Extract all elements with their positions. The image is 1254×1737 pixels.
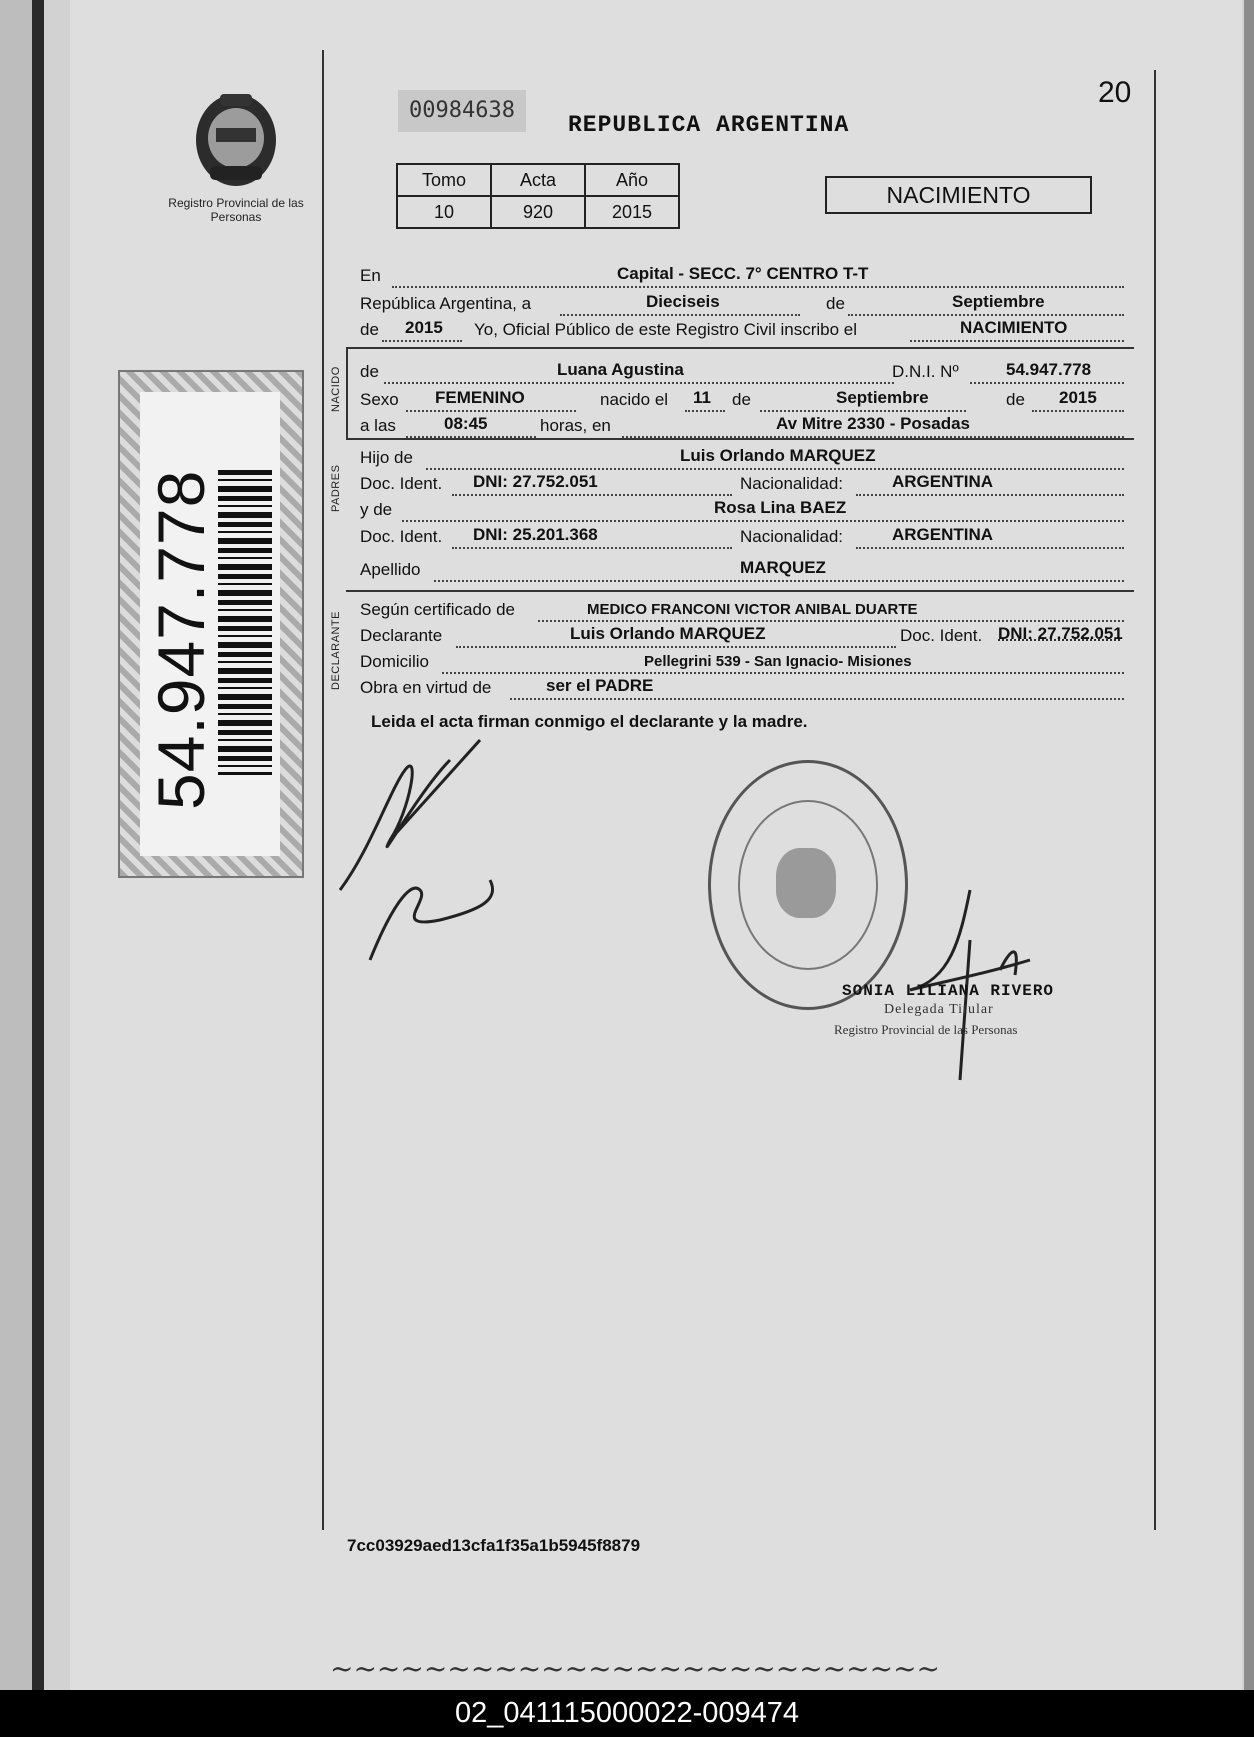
- value-obra: ser el PADRE: [546, 676, 654, 695]
- dotted-line: [402, 520, 1124, 522]
- value-lugar-nac: Av Mitre 2330 - Posadas: [776, 414, 971, 433]
- dotted-line: [434, 580, 1124, 582]
- record-type-box: NACIMIENTO: [825, 176, 1092, 214]
- dotted-line: [452, 547, 732, 549]
- dotted-line: [384, 382, 894, 384]
- barcode-number: 54.947.778: [144, 469, 218, 810]
- stamp-emblem-icon: [776, 848, 836, 918]
- value-madre: Rosa Lina BAEZ: [714, 498, 847, 517]
- register-table: [396, 163, 680, 229]
- value-mes: Septiembre: [952, 292, 1045, 311]
- label-de-anio: de: [360, 320, 379, 339]
- row-inscripcion: [360, 316, 1124, 342]
- label-obra: Obra en virtud de: [360, 678, 492, 697]
- value-lugar: Capital - SECC. 7° CENTRO T-T: [617, 264, 869, 283]
- label-y-de: y de: [360, 500, 393, 519]
- row-padre: [360, 444, 1124, 470]
- value-hora: 08:45: [444, 414, 488, 433]
- value-dni: 54.947.778: [1006, 360, 1092, 379]
- dotted-line: [392, 286, 1124, 288]
- value-certificado: MEDICO FRANCONI VICTOR ANIBAL DUARTE: [587, 601, 918, 618]
- footer-id: 02_041115000022-009474: [0, 1690, 1254, 1737]
- declarant-signature-icon: [330, 730, 520, 970]
- label-de-anio2: de: [1006, 390, 1025, 409]
- label-de-mes: de: [732, 390, 751, 409]
- row-declarante: [360, 622, 1124, 648]
- section-divider: [346, 347, 1134, 349]
- dotted-line: [970, 382, 1124, 384]
- underlying-page-handwriting-icon: ~~~~~~~~~~~~~~~~~~~~~~~~~~: [330, 1652, 940, 1685]
- misiones-seal-icon: [190, 88, 282, 192]
- value-nac-anio: 2015: [1059, 388, 1097, 407]
- label-nacionalidad-2: Nacionalidad:: [740, 527, 844, 546]
- label-declarante: Declarante: [360, 626, 443, 645]
- value-declarante-doc: DNI: 27.752.051: [998, 624, 1123, 643]
- section-label-nacido: NACIDO: [330, 366, 342, 412]
- value-dia: Dieciseis: [646, 292, 720, 311]
- section-divider: [346, 590, 1134, 592]
- row-sexo: [360, 386, 1124, 412]
- page-spine: [32, 0, 44, 1690]
- value-nac-mes: Septiembre: [836, 388, 929, 407]
- row-obra: [360, 674, 1124, 700]
- value-apellido: MARQUEZ: [740, 558, 826, 577]
- label-segun: Según certificado de: [360, 600, 515, 619]
- left-margin-rule: [322, 50, 324, 1530]
- row-hora: [360, 412, 1124, 438]
- dotted-line: [910, 340, 1124, 342]
- registry-label: Registro Provincial de las Personas: [168, 196, 304, 224]
- value-padre-nac: ARGENTINA: [892, 472, 994, 491]
- official-organization: Registro Provincial de las Personas: [834, 1022, 1018, 1037]
- section-label-declarante: DECLARANTE: [330, 611, 342, 690]
- row-certificado: [360, 596, 1124, 622]
- label-republica: República Argentina, a: [360, 294, 532, 313]
- label-doc-ident-2: Doc. Ident.: [360, 527, 443, 546]
- document-hash: 7cc03929aed13cfa1f35a1b5945f8879: [347, 1536, 641, 1555]
- page-number: 20: [1098, 76, 1132, 109]
- dotted-line: [856, 547, 1124, 549]
- value-nombre: Luana Agustina: [557, 360, 684, 379]
- row-madre-doc: [360, 523, 1124, 549]
- register-value-row: [397, 196, 679, 228]
- row-domicilio: [360, 648, 1124, 674]
- closing-statement: Leida el acta firman conmigo el declarante y la madre.: [371, 712, 808, 731]
- value-acto: NACIMIENTO: [960, 318, 1068, 337]
- dotted-line: [406, 436, 536, 438]
- register-header-acta: Acta: [491, 164, 585, 196]
- section-label-padres: PADRES: [330, 464, 342, 512]
- right-margin-rule: [1154, 70, 1156, 1530]
- value-domicilio: Pellegrini 539 - San Ignacio- Misiones: [644, 653, 912, 670]
- register-value-acta: 920: [491, 196, 585, 228]
- label-de-nombre: de: [360, 362, 379, 381]
- label-sexo: Sexo: [360, 390, 399, 409]
- value-padre: Luis Orlando MARQUEZ: [680, 446, 876, 465]
- value-madre-nac: ARGENTINA: [892, 525, 994, 544]
- control-number: 00984638: [398, 90, 526, 132]
- label-en: En: [360, 266, 381, 285]
- value-padre-doc: DNI: 27.752.051: [473, 472, 598, 491]
- register-header-row: [397, 164, 679, 196]
- document-title: REPUBLICA ARGENTINA: [568, 112, 850, 138]
- register-header-tomo: Tomo: [397, 164, 491, 196]
- label-yo: Yo, Oficial Público de este Registro Civil inscribo el: [474, 320, 857, 339]
- value-declarante: Luis Orlando MARQUEZ: [570, 624, 766, 643]
- official-role: Delegada Titular: [884, 1002, 994, 1017]
- value-madre-doc: DNI: 25.201.368: [473, 525, 598, 544]
- dotted-line: [510, 698, 1124, 700]
- dotted-line: [382, 340, 462, 342]
- register-value-anio: 2015: [585, 196, 679, 228]
- row-lugar: [360, 262, 1124, 288]
- label-doc-ident: Doc. Ident.: [360, 474, 443, 493]
- row-madre: [360, 496, 1124, 522]
- label-nacionalidad: Nacionalidad:: [740, 474, 844, 493]
- label-dni: D.N.I. Nº: [892, 362, 959, 381]
- barcode-icon: [218, 470, 272, 775]
- dotted-line: [622, 436, 1124, 438]
- value-nac-dia: 11: [693, 388, 711, 407]
- section-edge: [346, 347, 348, 439]
- label-doc-ident-3: Doc. Ident.: [900, 626, 983, 645]
- label-a-las: a las: [360, 416, 396, 435]
- row-padre-doc: [360, 470, 1124, 496]
- register-value-tomo: 10: [397, 196, 491, 228]
- label-apellido: Apellido: [360, 560, 421, 579]
- section-divider: [346, 438, 1134, 440]
- label-horas-en: horas, en: [540, 416, 611, 435]
- row-apellido: [360, 556, 1124, 582]
- register-header-anio: Año: [585, 164, 679, 196]
- label-hijo-de: Hijo de: [360, 448, 413, 467]
- label-de: de: [826, 294, 845, 313]
- label-nacido-el: nacido el: [600, 390, 669, 409]
- row-nombre: [360, 358, 1124, 384]
- value-anio: 2015: [405, 318, 443, 337]
- official-name: SONIA LILIANA RIVERO: [842, 982, 1055, 1000]
- label-domicilio: Domicilio: [360, 652, 429, 671]
- row-fecha: [360, 290, 1124, 316]
- value-sexo: FEMENINO: [435, 388, 525, 407]
